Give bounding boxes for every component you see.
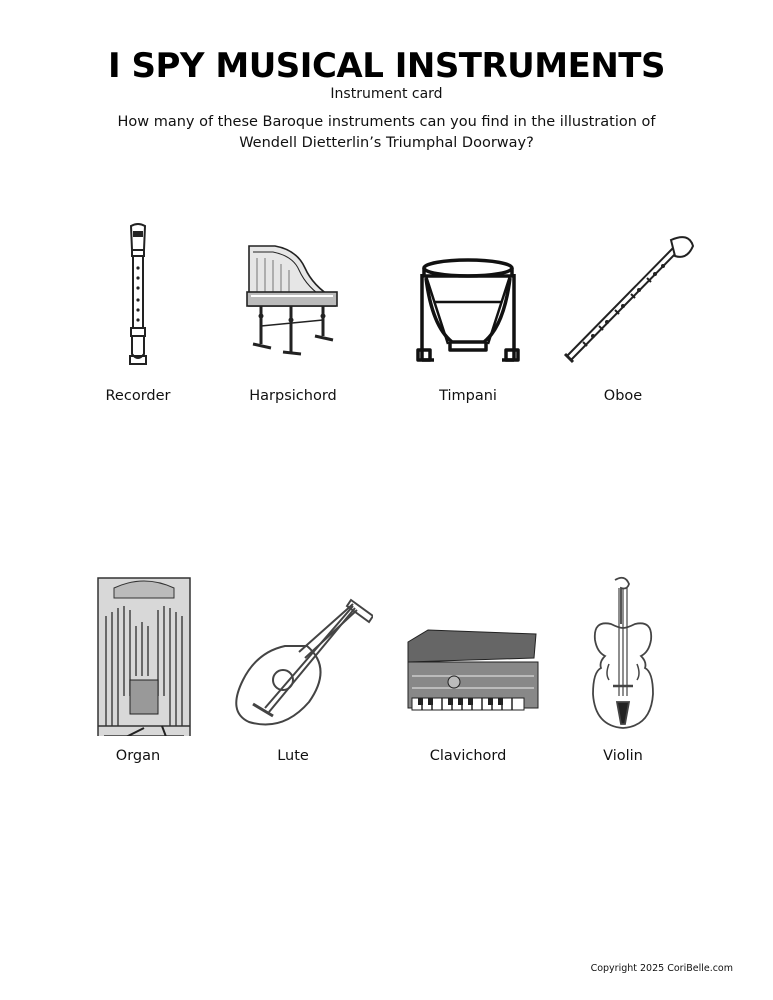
instrument-card-timpani <box>388 216 548 416</box>
instrument-card-recorder <box>58 216 218 416</box>
instructions-text: How many of these Baroque instruments can you find in the illustration of Wendell Dietterlin’s Triumphal Doorway? <box>117 114 656 151</box>
oboe-icon <box>543 216 703 376</box>
timpani-icon <box>388 216 548 376</box>
clavichord-icon <box>388 576 548 736</box>
lute-icon <box>213 576 373 736</box>
instrument-label: Timpani <box>439 388 497 404</box>
instrument-label: Oboe <box>603 388 643 404</box>
instrument-label: Clavichord <box>429 748 507 764</box>
instrument-card-harpsichord <box>213 216 373 416</box>
instrument-card-clavichord <box>388 576 548 776</box>
instrument-label: Organ <box>115 748 161 764</box>
instrument-card-violin <box>543 576 703 776</box>
instrument-label: Harpsichord <box>249 388 337 404</box>
instrument-label: Violin <box>603 748 643 764</box>
instrument-card-lute <box>213 576 373 776</box>
page-title: I SPY MUSICAL INSTRUMENTS <box>108 46 665 86</box>
instrument-card-organ <box>58 576 218 776</box>
recorder-icon <box>58 216 218 376</box>
instrument-card-oboe <box>543 216 703 416</box>
page-subtitle: Instrument card <box>330 86 443 102</box>
harpsichord-icon <box>213 216 373 376</box>
violin-icon <box>543 576 703 736</box>
instrument-label: Recorder <box>105 388 171 404</box>
instrument-label: Lute <box>277 748 309 764</box>
copyright-text: Copyright 2025 CoriBelle.com <box>590 963 733 974</box>
organ-icon <box>58 576 218 736</box>
